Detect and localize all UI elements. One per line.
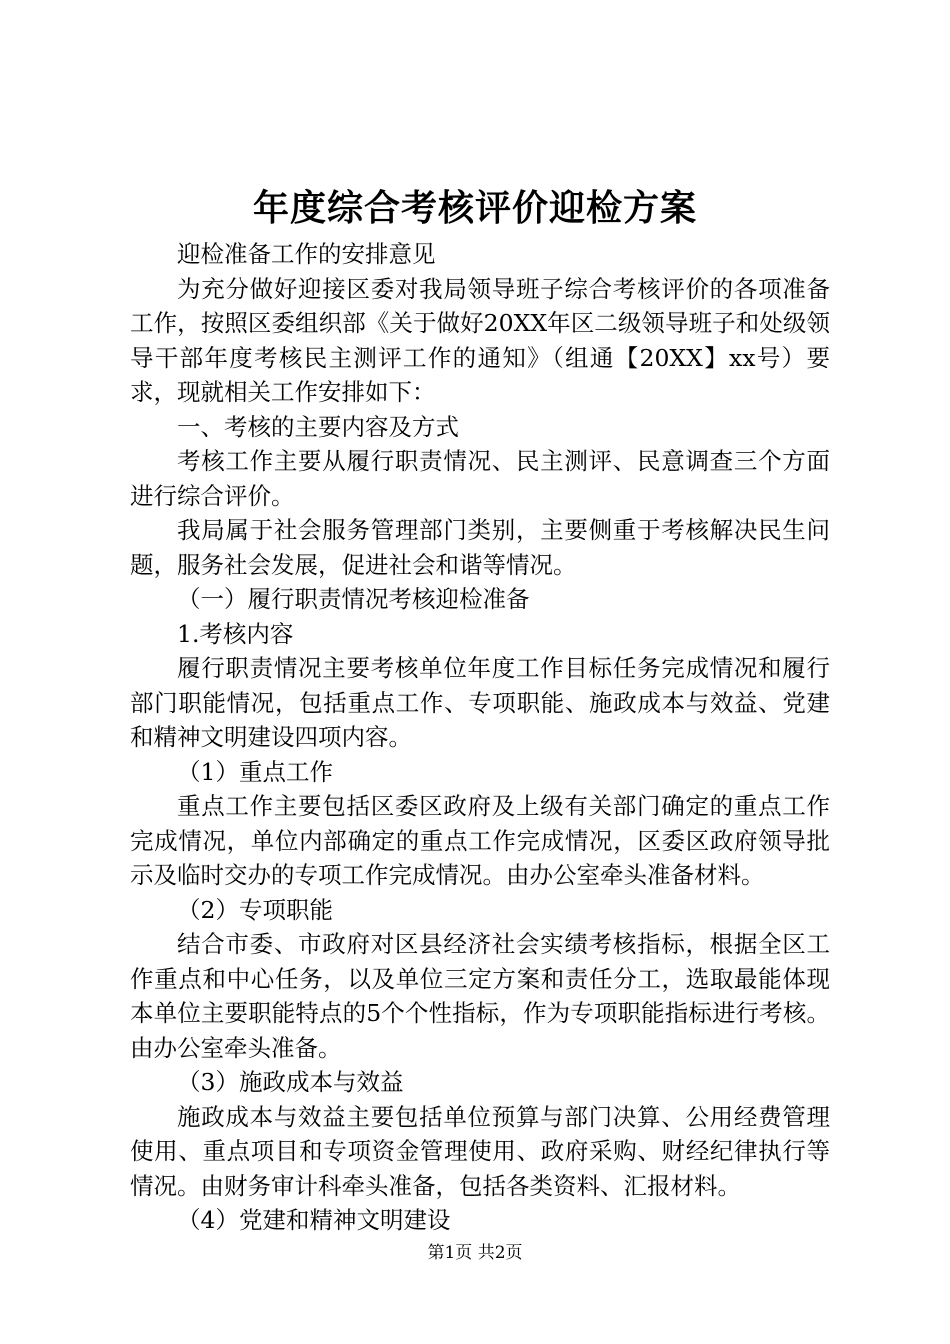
item-heading: （4）党建和精神文明建设 xyxy=(177,1206,451,1234)
document-body xyxy=(130,237,830,1238)
paragraph: 结合市委、市政府对区县经济社会实绩考核指标，根据全区工作重点和中心任务，以及单位三定方案和责任分工，选取最能体现本单位主要职能特点的5个个性指标，作为专项职能指标进行考核。由办公室牵头准备。 xyxy=(130,930,830,1062)
subsection-heading: 1.考核内容 xyxy=(177,619,294,648)
paragraph: 我局属于社会服务管理部门类别，主要侧重于考核解决民生问题，服务社会发展，促进社会和谐等情况。 xyxy=(130,516,830,579)
paragraph: 为充分做好迎接区委对我局领导班子综合考核评价的各项准备工作，按照区委组织部《关于做好20XX年区二级领导班子和处级领导干部年度考核民主测评工作的通知》（组通【20XX】xx号）要求，现就相关工作安排如下： xyxy=(130,274,830,406)
item-heading: （3）施政成本与效益 xyxy=(177,1068,404,1096)
paragraph-heading: 迎检准备工作的安排意见 xyxy=(177,240,436,268)
paragraph: 重点工作主要包括区委区政府及上级有关部门确定的重点工作完成情况，单位内部确定的重点工作完成情况，区委区政府领导批示及临时交办的专项工作完成情况。由办公室牵头准备材料。 xyxy=(130,792,830,889)
item-heading: （1）重点工作 xyxy=(177,757,333,786)
paragraph: 考核工作主要从履行职责情况、民主测评、民意调查三个方面进行综合评价。 xyxy=(130,447,830,510)
section-heading: 一、考核的主要内容及方式 xyxy=(177,412,459,441)
subsection-heading: （一）履行职责情况考核迎检准备 xyxy=(177,585,530,613)
paragraph: 履行职责情况主要考核单位年度工作目标任务完成情况和履行部门职能情况，包括重点工作、专项职能、施政成本与效益、党建和精神文明建设四项内容。 xyxy=(130,654,830,751)
document-title: 年度综合考核评价迎检方案 xyxy=(252,187,697,229)
paragraph: 施政成本与效益主要包括单位预算与部门决算、公用经费管理使用、重点项目和专项资金管理使用、政府采购、财经纪律执行等情况。由财务审计科牵头准备，包括各类资料、汇报材料。 xyxy=(130,1102,830,1200)
page-number-footer: 第1页 共2页 xyxy=(427,1243,523,1263)
item-heading: （2）专项职能 xyxy=(177,895,333,924)
